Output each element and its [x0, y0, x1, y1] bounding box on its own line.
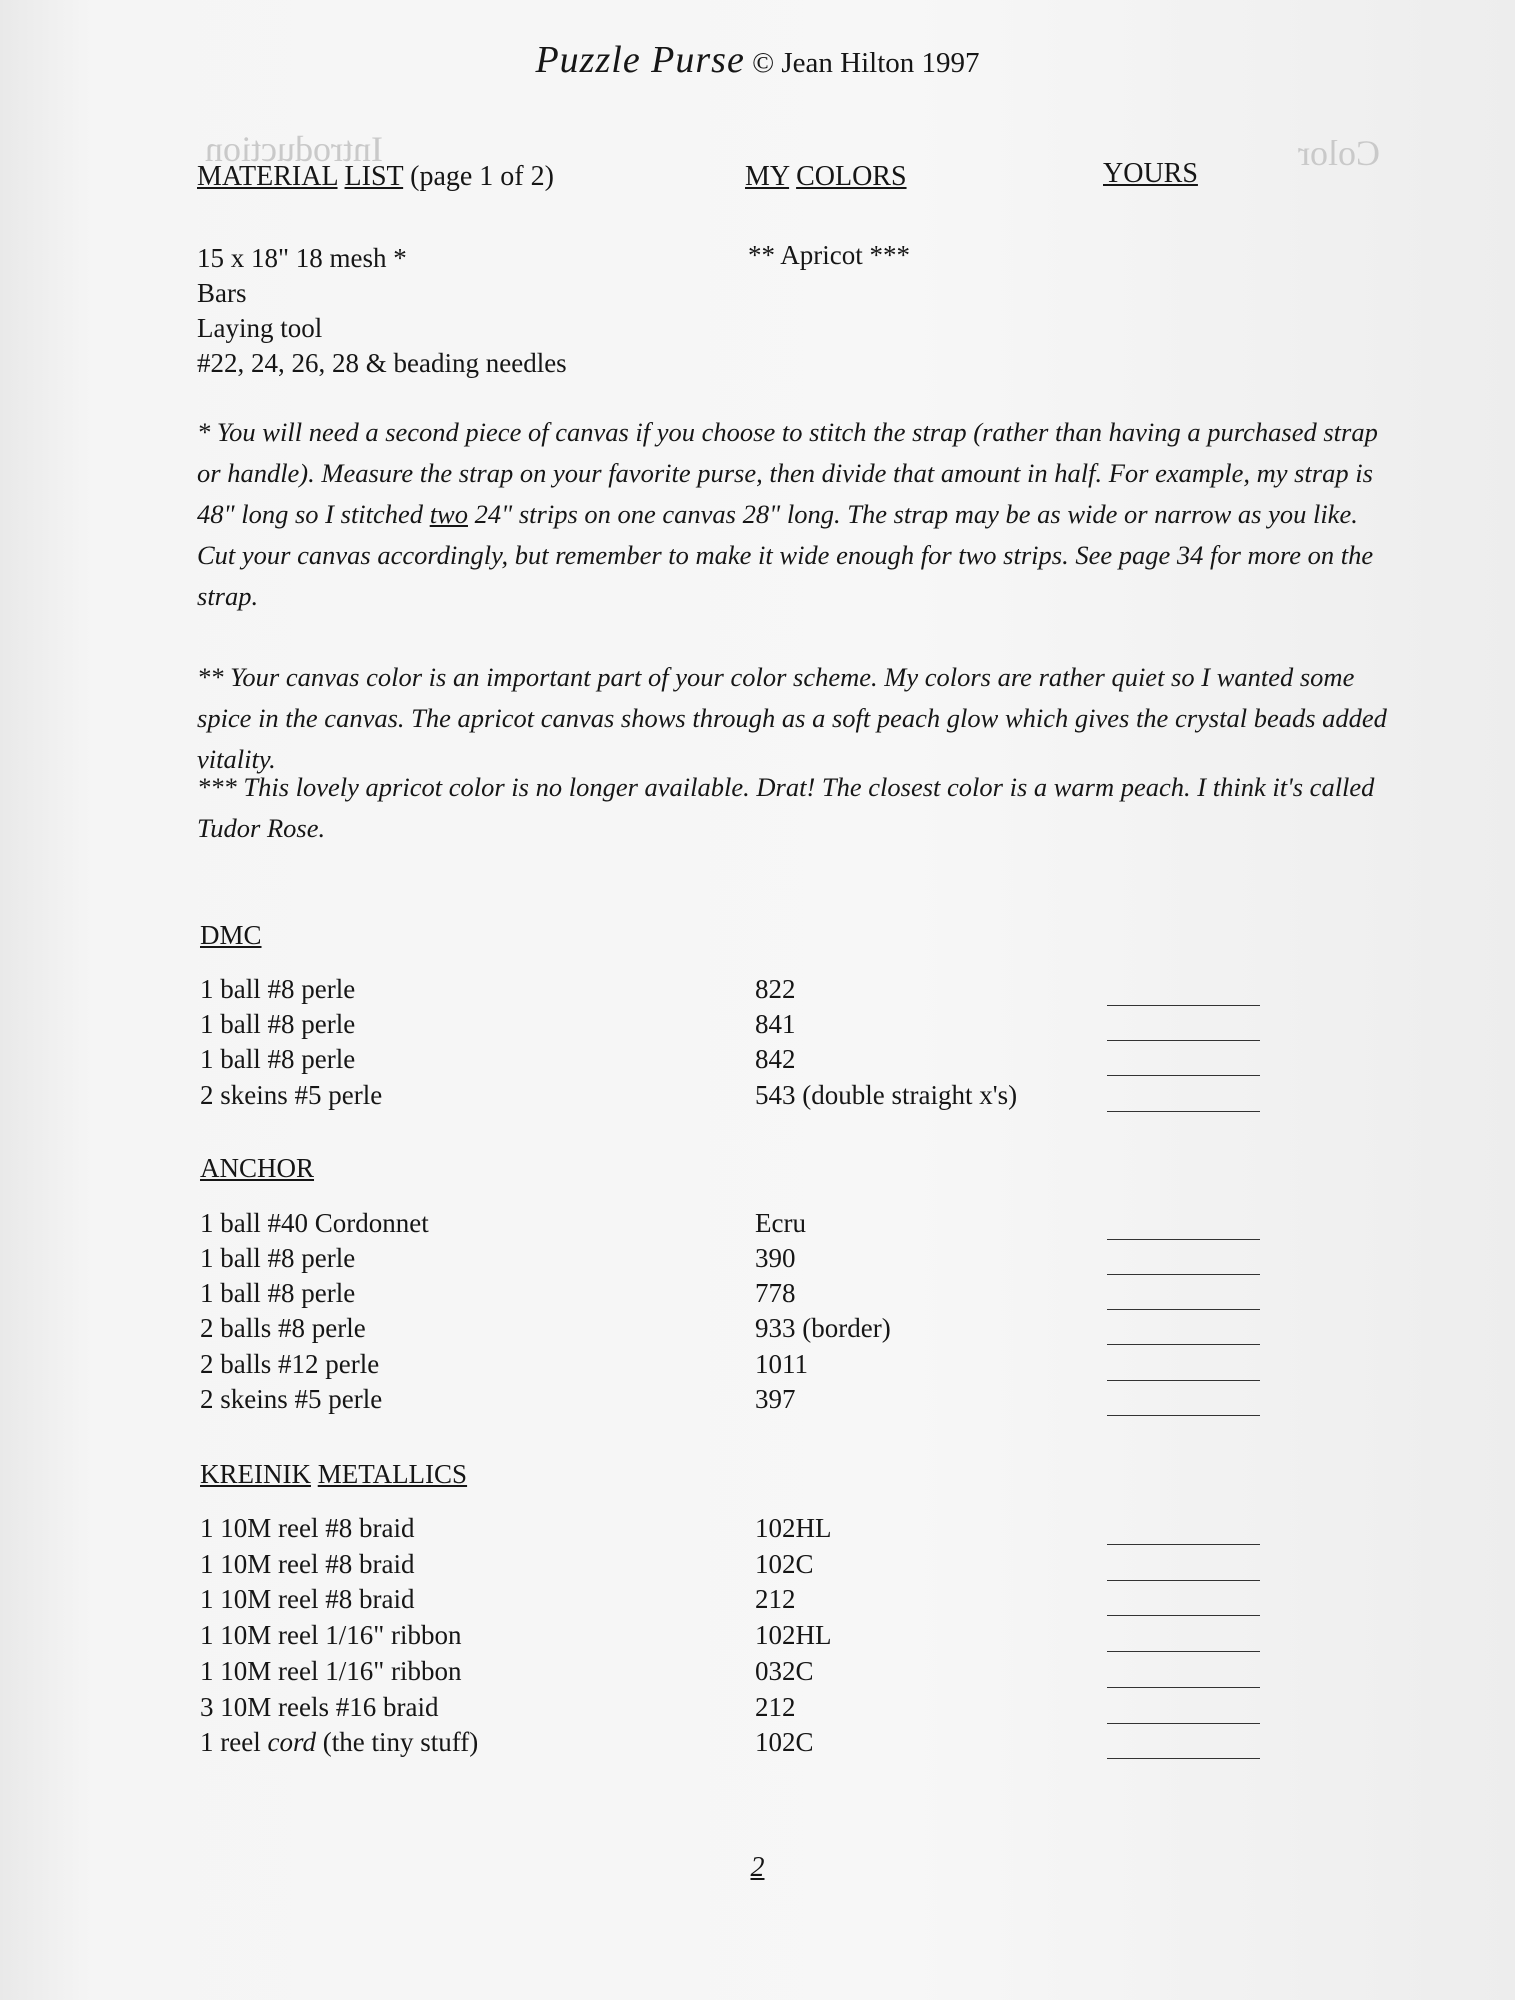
bleed-through-text-left: Introduction [205, 129, 383, 169]
yours-blank-line [1107, 1344, 1260, 1345]
kreinik-item: 1 10M reel #8 braid [200, 1584, 415, 1614]
kreinik-color: 212 [755, 1692, 796, 1722]
yours-blank-line [1107, 1615, 1260, 1616]
page-number: 2 [750, 1852, 765, 1883]
basic-item: Laying tool [197, 313, 323, 343]
yours-blank-line [1107, 1111, 1260, 1112]
kreinik-color: 102C [755, 1549, 814, 1579]
basic-item: 15 x 18" 18 mesh * [197, 243, 407, 273]
metallics-heading-word: METALLICS [317, 1459, 468, 1489]
dmc-color: 822 [755, 974, 796, 1004]
anchor-item: 2 balls #8 perle [200, 1313, 366, 1343]
dmc-item: 1 ball #8 perle [200, 1009, 356, 1039]
yours-blank-line [1107, 1239, 1260, 1240]
anchor-color: 933 (border) [755, 1313, 891, 1343]
anchor-color: 390 [755, 1243, 796, 1273]
kreinik-item: 3 10M reels #16 braid [200, 1692, 439, 1722]
anchor-item: 1 ball #8 perle [200, 1278, 356, 1308]
note-strap [197, 412, 1397, 617]
yours-blank-line [1107, 1723, 1260, 1724]
yours-blank-line [1107, 1544, 1260, 1545]
dmc-item: 2 skeins #5 perle [200, 1080, 383, 1110]
anchor-item: 2 skeins #5 perle [200, 1384, 383, 1414]
kreinik-color: 102HL [755, 1513, 832, 1543]
yours-blank-line [1107, 1580, 1260, 1581]
my-colors-heading [745, 161, 907, 193]
anchor-item: 1 ball #40 Cordonnet [200, 1208, 429, 1238]
dmc-item: 1 ball #8 perle [200, 1044, 356, 1074]
note-strap-underlined: two [429, 499, 468, 529]
kreinik-item: 1 10M reel 1/16" ribbon [200, 1620, 462, 1650]
dmc-item: 1 ball #8 perle [200, 974, 356, 1004]
material-list-heading [197, 161, 554, 193]
page-title [0, 38, 1515, 82]
dmc-color: 842 [755, 1044, 796, 1074]
anchor-item: 1 ball #8 perle [200, 1243, 356, 1273]
yours-blank-line [1107, 1040, 1260, 1041]
title-script: Puzzle Purse [535, 39, 745, 81]
kreinik-item: 1 10M reel #8 braid [200, 1513, 415, 1543]
anchor-heading: ANCHOR [200, 1153, 315, 1183]
kreinik-color: 102C [755, 1727, 814, 1757]
kreinik-item-text: (the tiny stuff) [315, 1727, 479, 1757]
heading-page-of: (page 1 of 2) [410, 161, 554, 192]
dmc-color: 841 [755, 1009, 796, 1039]
kreinik-heading [200, 1459, 467, 1490]
yours-blank-line [1107, 1380, 1260, 1381]
yours-heading: YOURS [1103, 158, 1198, 189]
kreinik-color: 102HL [755, 1620, 832, 1650]
yours-blank-line [1107, 1651, 1260, 1652]
dmc-heading: DMC [200, 920, 262, 950]
kreinik-item: 1 10M reel 1/16" ribbon [200, 1656, 462, 1686]
bleed-through-text-right: Color [1298, 133, 1381, 173]
yours-blank-line [1107, 1415, 1260, 1416]
anchor-color: Ecru [755, 1208, 806, 1238]
yours-blank-line [1107, 1075, 1260, 1076]
kreinik-color: 212 [755, 1584, 796, 1614]
yours-blank-line [1107, 1758, 1260, 1759]
kreinik-item-italic: cord [267, 1727, 316, 1757]
note-canvas-color: ** Your canvas color is an important part of your color scheme. My colors are rather quiet so I wanted some spice in the canvas. The apricot canvas shows through as a soft peach glow which gives the crystal beads added vitality. [197, 662, 1387, 774]
basic-item: Bars [197, 278, 247, 308]
anchor-color: 397 [755, 1384, 796, 1414]
note-strap-text-a: * You will need a second piece of canvas if you choose to stitch the strap (rather than having a purchased strap or handle). Measure the strap on your favorite purse, then divide that amount in half. For example, my strap is 48" long so I stitched [197, 417, 1378, 529]
note-apricot: *** This lovely apricot color is no longer available. Drat! The closest color is a warm peach. I think it's called Tudor Rose. [197, 772, 1375, 843]
kreinik-item: 1 10M reel #8 braid [200, 1549, 415, 1579]
anchor-color: 1011 [755, 1349, 808, 1379]
heading-colors: COLORS [796, 161, 907, 192]
basic-color: ** Apricot *** [748, 240, 910, 270]
yours-blank-line [1107, 1005, 1260, 1006]
heading-material: MATERIAL [197, 161, 338, 192]
basic-item: #22, 24, 26, 28 & beading needles [197, 348, 567, 378]
kreinik-color: 032C [755, 1656, 814, 1686]
kreinik-item [200, 1727, 478, 1758]
yours-blank-line [1107, 1274, 1260, 1275]
heading-my: MY [745, 161, 790, 192]
heading-list: LIST [344, 161, 404, 192]
kreinik-heading-word: KREINIK [200, 1459, 311, 1489]
kreinik-item-text: 1 reel [200, 1727, 268, 1757]
yours-blank-line [1107, 1309, 1260, 1310]
yours-blank-line [1107, 1687, 1260, 1688]
anchor-item: 2 balls #12 perle [200, 1349, 380, 1379]
anchor-color: 778 [755, 1278, 796, 1308]
dmc-color: 543 (double straight x's) [755, 1080, 1018, 1110]
title-copyright: © Jean Hilton 1997 [752, 47, 980, 79]
note-strap-text-b: 24" strips on one canvas 28" long. The strap may be as wide or narrow as you like. Cut your canvas accordingly, but remember to make it wide enough for two strips. See page 34 for more on the strap. [197, 499, 1374, 611]
